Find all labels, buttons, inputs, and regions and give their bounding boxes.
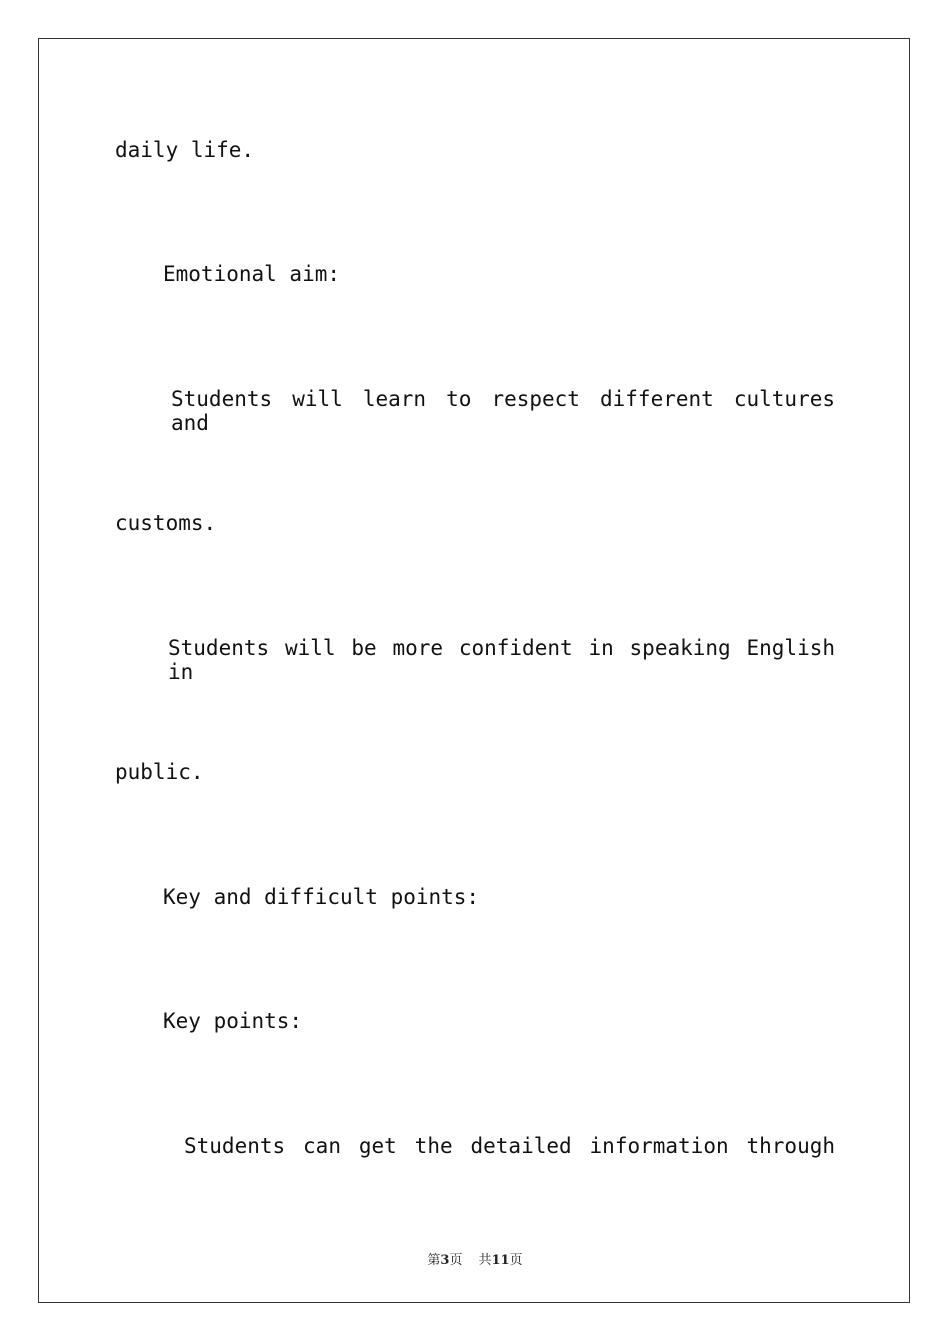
text-line: Students will learn to respect different cultures and: [171, 387, 835, 435]
text-line: daily life.: [115, 138, 255, 162]
section-heading: Key points:: [163, 1009, 303, 1033]
text-line: Students can get the detailed information through: [184, 1134, 835, 1158]
text-line: Students will be more confident in speaking English in: [168, 636, 835, 684]
page-suffix: 页: [449, 1253, 463, 1268]
section-heading: Emotional aim:: [163, 262, 341, 286]
total-suffix: 页: [509, 1253, 523, 1268]
total-prefix: 共: [478, 1253, 492, 1268]
page-number: 3: [440, 1253, 450, 1268]
text-line: public.: [115, 760, 204, 784]
page-prefix: 第: [427, 1253, 441, 1268]
page-footer: [0, 1249, 950, 1268]
section-heading: Key and difficult points:: [163, 885, 480, 909]
text-line: customs.: [115, 511, 217, 535]
total-pages: 11: [491, 1253, 510, 1268]
